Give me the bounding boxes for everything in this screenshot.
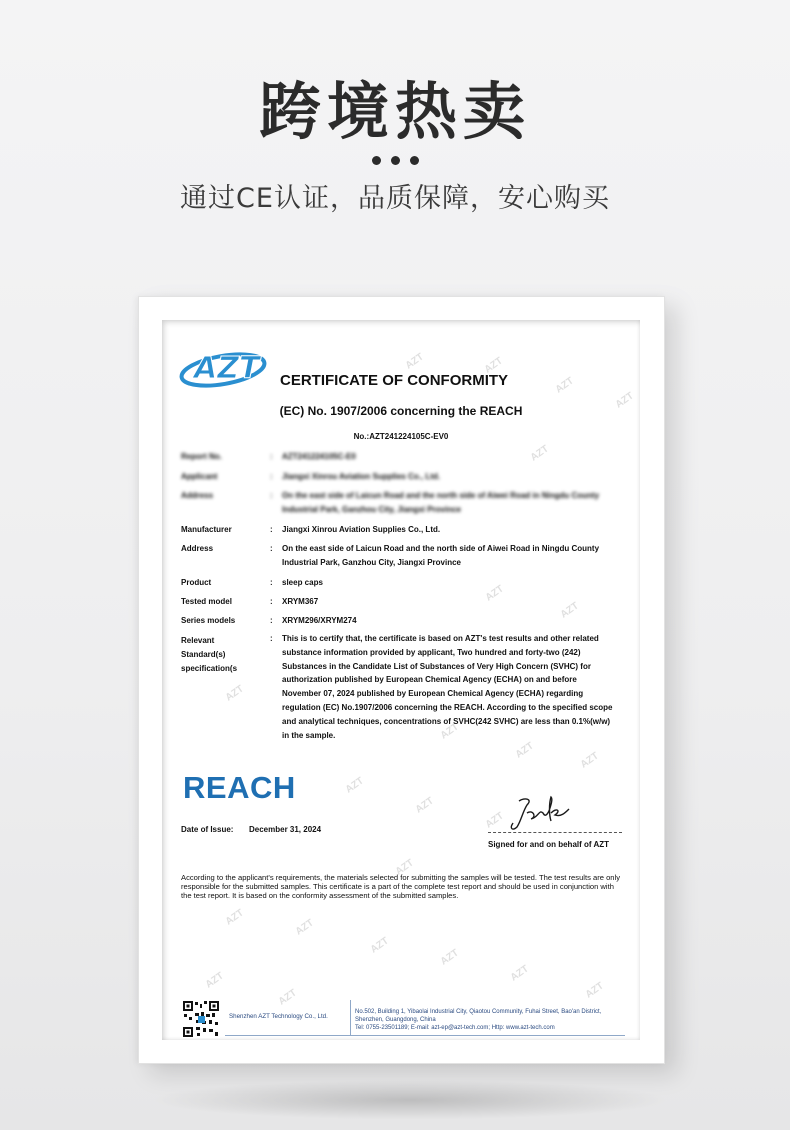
footer-address-block xyxy=(355,1008,625,1032)
relevant-value: This is to certify that, the certificate is based on AZT's test results and other related substance information provided by applicant, Two hundred and forty-two (242) Substances in the Candidate List of Substances of Very High Concern (SVHC) for authorization published by European Chemical Agency (ECHA) on and before November 07, 2024 published by European Chemical Agency (ECHA) regarding regulation (EC) No.1907/2006 concerning the REACH. According to the specified scope and analytical techniques, concentrations of SVHC(242 SVHC) are less than 0.1%(w/w) in the sample. xyxy=(282,634,613,740)
colon: : xyxy=(270,452,273,461)
relevant-label-line2: Standard(s) xyxy=(181,650,226,659)
colon: : xyxy=(270,616,273,625)
watermark: AZT xyxy=(343,775,366,796)
relevant-label-line3: specification(s xyxy=(181,664,238,673)
blurred-label: Applicant xyxy=(181,472,218,481)
footer-divider xyxy=(350,1000,351,1036)
watermark: AZT xyxy=(513,740,536,761)
watermark: AZT xyxy=(558,600,581,621)
watermark: AZT xyxy=(223,907,246,928)
watermark: AZT xyxy=(583,980,606,1001)
watermark: AZT xyxy=(403,351,426,372)
colon: : xyxy=(270,525,273,534)
colon: : xyxy=(270,544,273,553)
signature-image xyxy=(505,795,575,833)
footer-address: No.502, Building 1, Yibaolai Industrial City, Qiaotou Community, Fuhai Street, Bao'an District, Shenzhen, Guangdong, China xyxy=(355,1009,602,1023)
date-of-issue-label: Date of Issue: xyxy=(181,825,234,834)
watermark: AZT xyxy=(368,935,391,956)
watermark: AZT xyxy=(508,963,531,984)
blurred-label: Address xyxy=(181,491,214,500)
blurred-label: Report No. xyxy=(181,452,222,461)
manufacturer-label: Manufacturer xyxy=(181,525,232,534)
qr-code xyxy=(182,1000,220,1038)
watermark: AZT xyxy=(483,583,506,604)
promo-subheadline: 通过CE认证，品质保障，安心购买 xyxy=(180,183,610,214)
footer-contact: Tel: 0755-23501189; E-mail: azt-ep@azt-tech.com; Http: www.azt-tech.com xyxy=(355,1025,555,1031)
watermark: AZT xyxy=(393,857,416,878)
product-label: Product xyxy=(181,578,212,587)
certificate-number: No.:AZT241224105C-EV0 xyxy=(353,432,449,441)
colon: : xyxy=(270,634,273,643)
colon: : xyxy=(270,491,273,500)
relevant-label-line1: Relevant xyxy=(181,636,215,645)
series-models-value: XRYM296/XRYM274 xyxy=(282,616,357,625)
blurred-value: On the east side of Laicun Road and the north side of Aiwei Road in Ningdu County Industrial Park, Ganzhou City, Jiangxi Province xyxy=(282,491,600,514)
frame-floor-shadow xyxy=(150,1080,670,1120)
signed-on-behalf-text: Signed for and on behalf of AZT xyxy=(488,840,610,849)
watermark: AZT xyxy=(553,375,576,396)
address-label: Address xyxy=(181,544,214,553)
date-of-issue-value: December 31, 2024 xyxy=(249,825,322,834)
certificate-title: CERTIFICATE OF CONFORMITY xyxy=(280,372,509,389)
certificate-subtitle: (EC) No. 1907/2006 concerning the REACH xyxy=(279,404,523,418)
watermark: AZT xyxy=(482,355,505,376)
watermark: AZT xyxy=(578,750,601,771)
promo-headline: 跨境热卖 xyxy=(258,75,531,148)
watermark: AZT xyxy=(276,987,299,1008)
watermark: AZT xyxy=(438,721,461,742)
watermark: AZT xyxy=(613,390,636,411)
disclaimer-text: According to the applicant's requirements, the materials selected for submitting the samples will be tested. The test results are only responsible for the submitted samples. This certificate is a part of the complete test report and should be used in conjunction with the test report. It is based on the conformity assessment of the submitted samples. xyxy=(181,873,621,900)
watermark: AZT xyxy=(528,443,551,464)
tested-model-value: XRYM367 xyxy=(282,597,319,606)
colon: : xyxy=(270,597,273,606)
reach-mark: REACH xyxy=(183,770,296,805)
watermark: AZT xyxy=(483,810,506,831)
watermark: AZT xyxy=(293,917,316,938)
blurred-value: AZT241224105C-E0 xyxy=(282,452,356,461)
address-value: On the east side of Laicun Road and the north side of Aiwei Road in Ningdu County Industrial Park, Ganzhou City, Jiangxi Province xyxy=(282,544,600,567)
separator-dots xyxy=(0,152,790,170)
tested-model-label: Tested model xyxy=(181,597,232,606)
azt-logo xyxy=(178,342,273,390)
blurred-value: Jiangxi Xinrou Aviation Supplies Co., Ltd. xyxy=(282,472,441,481)
manufacturer-value: Jiangxi Xinrou Aviation Supplies Co., Ltd. xyxy=(282,525,441,534)
colon: : xyxy=(270,472,273,481)
watermark: AZT xyxy=(203,970,226,991)
colon: : xyxy=(270,578,273,587)
watermark: AZT xyxy=(413,795,436,816)
signature-line xyxy=(488,832,622,833)
watermark: AZT xyxy=(438,947,461,968)
footer-rule xyxy=(225,1035,625,1036)
watermark: AZT xyxy=(223,683,246,704)
series-models-label: Series models xyxy=(181,616,236,625)
logo-text: AZT xyxy=(194,351,260,386)
product-value: sleep caps xyxy=(282,578,323,587)
footer-company-name: Shenzhen AZT Technology Co., Ltd. xyxy=(229,1013,328,1020)
